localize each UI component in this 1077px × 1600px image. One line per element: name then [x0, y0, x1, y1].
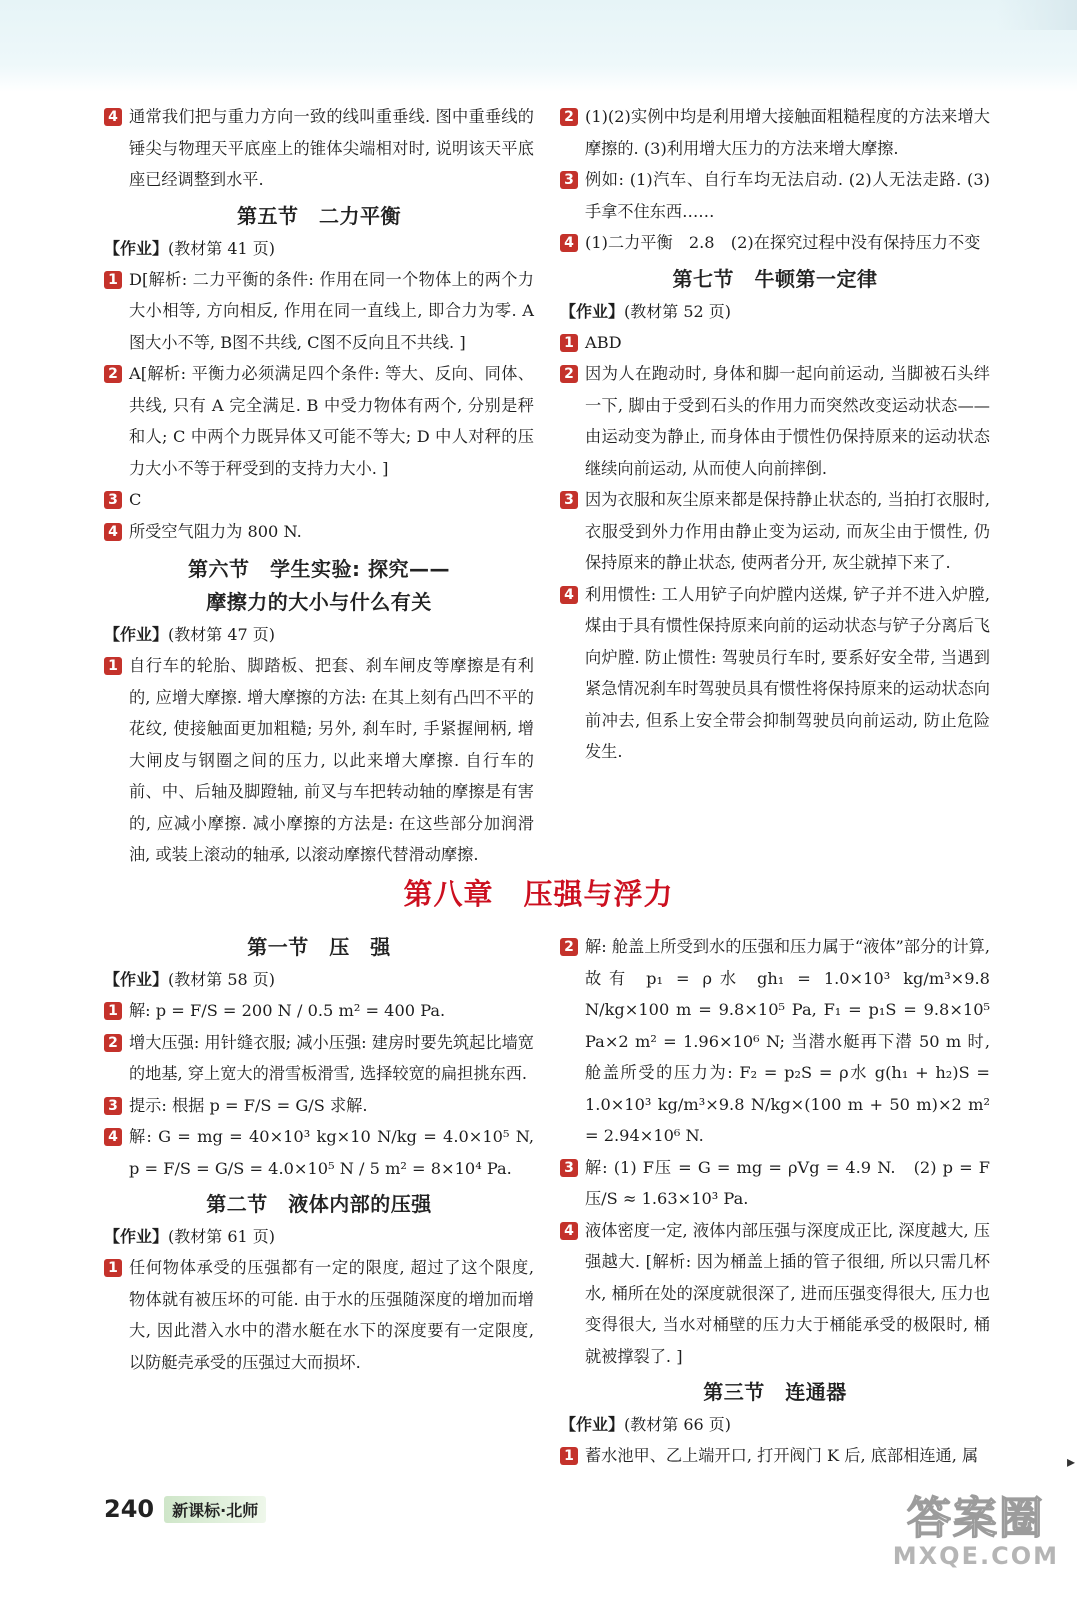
answer-number-badge: 4	[560, 1222, 578, 1240]
answer-text: 解: (1) F压 = G = mg = ρVg = 4.9 N. (2) p = F压/S ≈ 1.63×10³ Pa.	[585, 1157, 990, 1208]
answer-text: 自行车的轮胎、脚踏板、把套、刹车闸皮等摩擦是有利的, 应增大摩擦. 增大摩擦的方法: 在其上刻有凸凹不平的花纹, 使接触面更加粗糙; 另外, 刹车时, 手紧握闸柄, 增大闸皮与钢圈之间的压力, 以此来增大摩擦. 自行车的前、中、后轴及脚蹬轴, 前叉与车把转动轴的摩擦是有害的, 应减小摩擦. 减小摩擦的方法是: 在这些部分加润滑油, 或装上滚动的轴承, 以滚动摩擦代替滑动摩擦.	[129, 656, 534, 864]
answer-text: 解: p = F/S = 200 N / 0.5 m² = 400 Pa.	[129, 1001, 446, 1020]
watermark-domain: MXQE.COM	[892, 1542, 1059, 1570]
answer-number-badge: 1	[560, 1447, 578, 1465]
right-column-lower	[560, 931, 990, 1472]
answer-text: 利用惯性: 工人用铲子向炉膛内送煤, 铲子并不进入炉膛, 煤由于具有惯性保持原来向前的运动状态与铲子分离后飞向炉膛. 防止惯性: 驾驶员行车时, 要系好安全带, 当遇到紧急情况刹车时驾驶员具有惯性将保持原来的运动状态向前冲去, 但系上安全带会抑制驾驶员向前运动, 防止危险发生.	[585, 584, 990, 761]
section-title: 第五节 二力平衡	[237, 203, 401, 228]
answer-item	[560, 101, 990, 164]
answer-item	[560, 1440, 990, 1472]
answer-text: 解: G = mg = 40×10³ kg×10 N/kg = 4.0×10⁵ N, p = F/S = G/S = 4.0×10⁵ N / 5 m² = 8×10⁴ Pa.	[129, 1127, 534, 1178]
next-page-arrow-icon: ▸	[1066, 1452, 1075, 1471]
answer-text: 提示: 根据 p = F/S = G/S 求解.	[129, 1095, 368, 1115]
section-title: 第一节 压 强	[247, 935, 391, 959]
section-title-line: 摩擦力的大小与什么有关	[206, 590, 432, 614]
answer-item	[104, 358, 534, 484]
answer-number-badge: 2	[560, 938, 578, 956]
section-title: 第二节 液体内部的压强	[206, 1192, 432, 1216]
answer-text: 任何物体承受的压强都有一定的限度, 超过了这个限度, 物体就有被压坏的可能. 由于水的压强随深度的增加而增大, 因此潜入水中的潜水艇在水下的深度要有一定限度, 以防艇壳承受的压强过大而损坏.	[129, 1258, 534, 1372]
answer-text: C	[129, 490, 142, 509]
section-title: 第三节 连通器	[703, 1380, 847, 1404]
answer-number-badge: 3	[104, 1097, 122, 1115]
answer-item	[104, 995, 534, 1027]
answer-text: 增大压强: 用针缝衣服; 减小压强: 建房时要先筑起比墙宽的地基, 穿上宽大的滑雪板滑雪, 选择较宽的扁担挑东西.	[129, 1032, 534, 1083]
answer-number-badge: 2	[104, 365, 122, 383]
answer-text: 因为人在跑动时, 身体和脚一起向前运动, 当脚被石头绊一下, 脚由于受到石头的作用力而突然改变运动状态——由运动变为静止, 而身体由于惯性仍保持原来的运动状态继续向前运动, 从而使人向前摔倒.	[585, 364, 990, 478]
answer-number-badge: 4	[104, 108, 122, 126]
answer-number-badge: 3	[104, 491, 122, 509]
top-header-band	[0, 0, 1077, 92]
right-column-upper	[560, 101, 990, 768]
answer-number-badge: 1	[104, 1002, 122, 1020]
answer-number-badge: 3	[560, 1159, 578, 1177]
answer-number-badge: 2	[560, 108, 578, 126]
left-column-lower	[104, 931, 534, 1378]
section-title-line: 第六节 学生实验: 探究——	[188, 557, 450, 581]
answer-text: (1)(2)实例中均是利用增大接触面粗糙程度的方法来增大摩擦的. (3)利用增大压力的方法来增大摩擦.	[585, 107, 990, 158]
answer-number-badge: 4	[560, 586, 578, 604]
site-watermark	[893, 1495, 1059, 1569]
answer-item	[560, 164, 990, 227]
page-number: 240	[104, 1495, 155, 1523]
answer-number-badge: 4	[104, 523, 122, 541]
homework-label: 【作业】(教材第 41 页)	[104, 238, 276, 258]
section-title: 第七节 牛顿第一定律	[672, 266, 878, 291]
book-series-label: 新课标·北师	[164, 1496, 266, 1523]
answer-number-badge: 1	[560, 334, 578, 352]
answer-item	[560, 227, 990, 259]
answer-item	[104, 1121, 534, 1184]
page-footer	[104, 1494, 266, 1524]
answer-number-badge: 1	[104, 1259, 122, 1277]
answer-item	[560, 1215, 990, 1373]
answer-item	[104, 484, 534, 516]
homework-label: 【作业】(教材第 52 页)	[560, 301, 732, 321]
answer-number-badge: 2	[560, 365, 578, 383]
homework-label: 【作业】(教材第 47 页)	[104, 625, 276, 644]
answer-item	[104, 1252, 534, 1378]
answer-item	[560, 1152, 990, 1215]
answer-number-badge: 1	[104, 271, 122, 289]
answer-item	[560, 931, 990, 1152]
answer-item	[104, 516, 534, 548]
answer-text: 所受空气阻力为 800 N.	[129, 521, 302, 541]
answer-item	[104, 1027, 534, 1090]
answer-item	[104, 264, 534, 359]
answer-number-badge: 3	[560, 491, 578, 509]
answer-text: 例如: (1)汽车、自行车均无法启动. (2)人无法走路. (3)手拿不住东西……	[585, 170, 990, 221]
answer-number-badge: 4	[104, 1128, 122, 1146]
answer-item	[560, 579, 990, 768]
homework-label: 【作业】(教材第 61 页)	[104, 1227, 276, 1246]
answer-item	[560, 358, 990, 484]
homework-label: 【作业】(教材第 66 页)	[560, 1415, 732, 1434]
answer-text: (1)二力平衡 2.8 (2)在探究过程中没有保持压力不变	[585, 233, 981, 252]
answer-text: 液体密度一定, 液体内部压强与深度成正比, 深度越大, 压强越大. [解析: 因为桶盖上插的管子很细, 所以只需几杯水, 桶所在处的深度就很深了, 进而压强变得很大, 压力也变得很大, 当水对桶壁的压力大于桶能承受的极限时, 桶就被撑裂了. ]	[585, 1220, 990, 1366]
watermark-logo-text: 答案圈	[906, 1493, 1045, 1544]
answer-number-badge: 3	[560, 171, 578, 189]
answer-item	[560, 327, 990, 359]
answer-item	[104, 101, 534, 196]
answer-text: 因为衣服和灰尘原来都是保持静止状态的, 当拍打衣服时, 衣服受到外力作用由静止变为运动, 而灰尘由于惯性, 仍保持原来的静止状态, 使两者分开, 灰尘就掉下来了.	[585, 490, 990, 572]
answer-text: 蓄水池甲、乙上端开口, 打开阀门 K 后, 底部相连通, 属	[585, 1446, 979, 1465]
answer-number-badge: 4	[560, 234, 578, 252]
homework-label: 【作业】(教材第 58 页)	[104, 970, 276, 989]
answer-number-badge: 2	[104, 1034, 122, 1052]
answer-text: ABD	[585, 332, 622, 352]
answer-text: D[解析: 二力平衡的条件: 作用在同一个物体上的两个力大小相等, 方向相反, 作用在同一直线上, 即合力为零. A图大小不等, B图不共线, C图不反向且不共线. ]	[129, 269, 534, 352]
chapter-title: 第八章 压强与浮力	[403, 877, 674, 911]
answer-text: 通常我们把与重力方向一致的线叫重垂线. 图中重垂线的锤尖与物理天平底座上的锥体尖端相对时, 说明该天平底座已经调整到水平.	[129, 107, 534, 189]
answer-number-badge: 1	[104, 657, 122, 675]
answer-text: A[解析: 平衡力必须满足四个条件: 等大、反向、同体、共线, 只有 A 完全满足. B 中受力物体有两个, 分别是秤和人; C 中两个力既异体又可能不等大; D 中人对秤的压力大小不等于秤受到的支持力大小. ]	[129, 364, 534, 478]
answer-text: 解: 舱盖上所受到水的压强和压力属于“液体”部分的计算, 故有 p₁ = ρ水 gh₁ = 1.0×10³ kg/m³×9.8 N/kg×100 m = 9.8×10⁵ Pa, F₁ = p₁S = 9.8×10⁵ Pa×2 m² = 1.96×10⁶ N; 当潜水艇再下潜 50 m 时, 舱盖所受的压力为: F₂ = p₂S = ρ水 g(h₁ + h₂)S = 1.0×10³ kg/m³×9.8 N/kg×(100 m + 50 m)×2 m² = 2.94×10⁶ N.	[585, 937, 990, 1145]
answer-item	[104, 1090, 534, 1122]
left-column-upper	[104, 101, 534, 871]
answer-item	[104, 650, 534, 871]
answer-item	[560, 484, 990, 579]
